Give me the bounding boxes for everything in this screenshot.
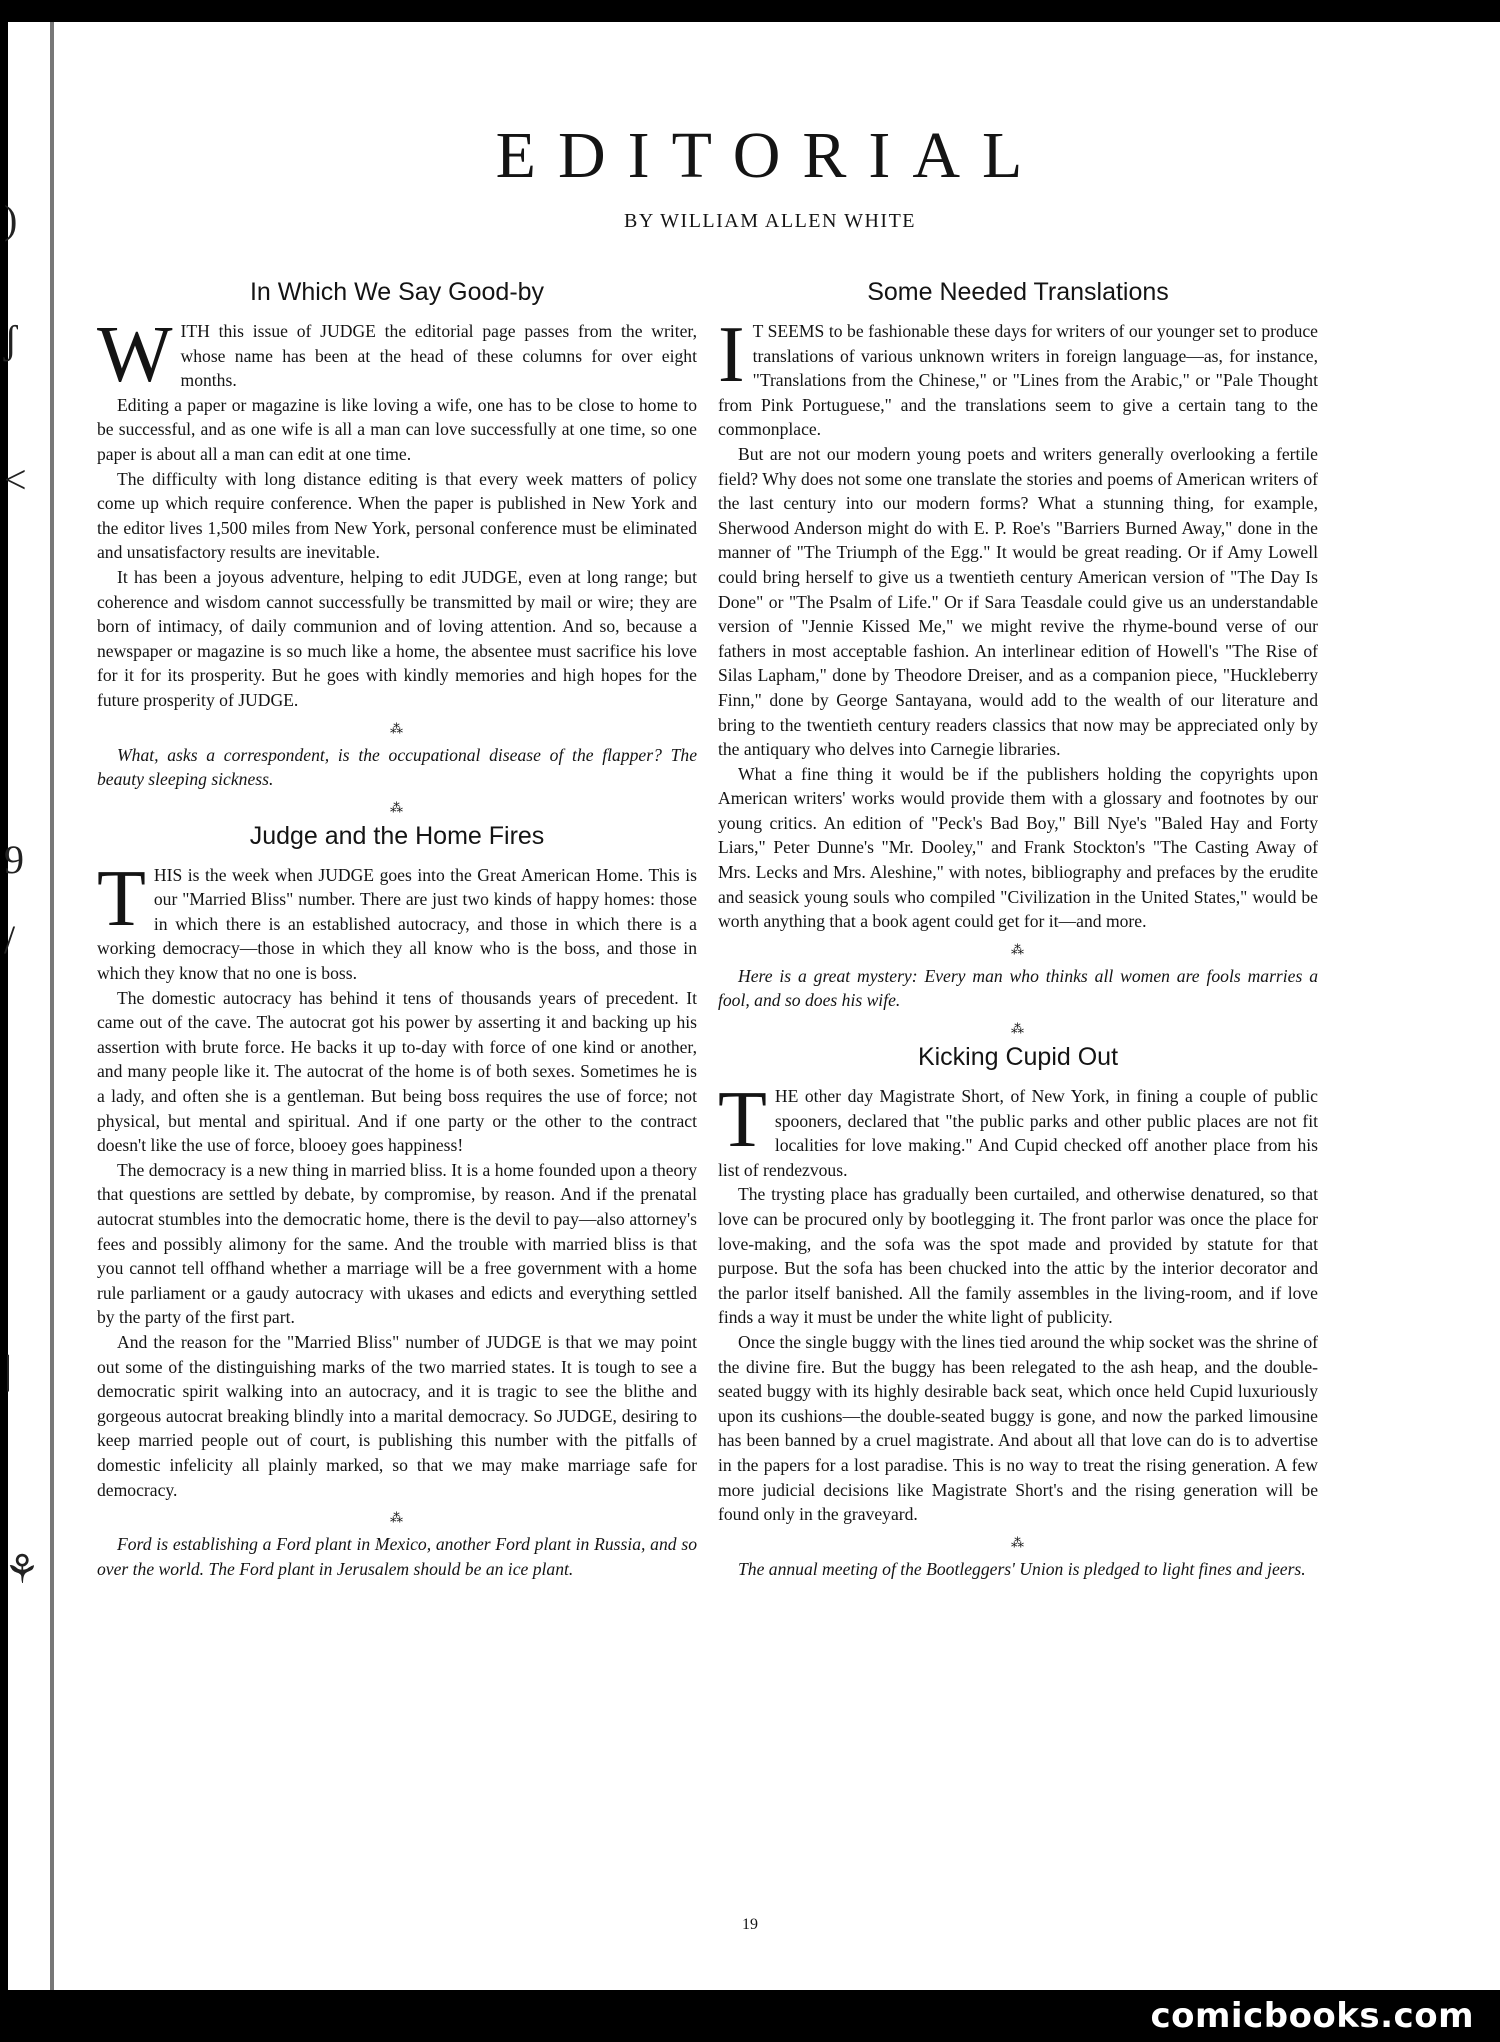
- article-title: Some Needed Translations: [867, 278, 1169, 306]
- article-paragraph: WITH this issue of JUDGE the editorial page passes from the writer, whose name has been at the head of these columns for over eight months.: [97, 311, 697, 399]
- byline: BY WILLIAM ALLEN WHITE: [623, 210, 917, 232]
- article-good-by: [97, 278, 697, 816]
- article-paragraph: What a fine thing it would be if the publishers holding the copyrights upon American writers' works would provide them with a glossary and footnotes by our young critics. An edition of "Peck's Bad Boy," Bill Nye's "Baled Hay and Forty Liars," Peter Dunne's "Mr. Dooley," and Frank Stockton's "The Casting Away of Mrs. Lecks and Mrs. Aleshine," with notes, bibliography and prefaces by the erudite and seasick young souls who compiled "Civilization in the United States," would be worth anything that a book agent could get for it—and more.: [718, 763, 1318, 932]
- ornament-divider: ⁂: [1011, 941, 1025, 957]
- page-number: 19: [742, 1916, 758, 1933]
- article-paragraph: THIS is the week when JUDGE goes into the Great American Home. This is our "Married Bliss" number. There are just two kinds of happy homes: those in which there is an established autocracy, and those in which there is a working democracy—those in which they all know who is the boss, and those in which they know that no one is boss.: [97, 854, 697, 984]
- ornament-divider: ⁂: [1011, 1534, 1025, 1550]
- article-paragraph: But are not our modern young poets and writers generally overlooking a fertile field? Why does not some one translate the stories and poems of American writers of the last century into our modern forms? What a stunning thing, for example, Sherwood Anderson might do with E. P. Roe's "Barriers Burned Away," done in the manner of "The Triumph of the Egg." It would be great reading. Or if Amy Lowell could bring herself to give us a twentieth century American version of "The Day Is Done" or "The Psalm of Life." Or if Sara Teasdale could give us an understandable version of "Jennie Kissed Me," we might revive the rhyme-bound verse of our fathers in most acceptable fashion. An interlinear edition of Howell's "The Rise of Silas Lapham," done by Theodore Dreiser, and as a companion piece, "Huckleberry Finn," done by George Santayana, would add to the wealth of our literature and bring to the twentieth century readers classics that now may be appreciated only by the antiquary who delves into Carnegie libraries.: [718, 443, 1318, 760]
- drop-cap: W: [97, 311, 173, 399]
- drop-cap: I: [718, 311, 745, 399]
- watermark-logo: comicbooks.com: [1150, 1996, 1474, 2036]
- article-paragraph: It has been a joyous adventure, helping to edit JUDGE, even at long range; but coherence and wisdom cannot successfully be transmitted by mail or wire; they are born of intimacy, of daily communion and of loving attention. And so, because a newspaper or magazine is so much like a home, the absentee must sacrifice his love for it for its prosperity. But he goes with kindly memories and high hopes for the future prosperity of JUDGE.: [97, 566, 697, 710]
- article-home-fires: [97, 822, 697, 1582]
- article-title: In Which We Say Good-by: [249, 278, 545, 306]
- ornament-divider: ⁂: [390, 1510, 404, 1526]
- drop-cap: T: [97, 854, 146, 943]
- binding-gutter: [50, 22, 54, 1990]
- article-paragraph: The trysting place has gradually been curtailed, and otherwise denatured, so that love can be procured only by bootlegging it. The front parlor was once the place for love-making, and the sofa was the spot made and provided by statute for that purpose. But the sofa has been chucked into the attic by the interior decorator and the parlor itself banished. All the family assembles in the living-room, and if love finds a way it must be under the white light of publicity.: [718, 1184, 1318, 1328]
- article-paragraph: Once the single buggy with the lines tied around the whip socket was the shrine of the divine fire. But the buggy has been relegated to the ash heap, and the double-seated buggy with its highly desirable back seat, which once held Cupid luxuriously upon its cushions—the double-seated buggy is gone, and now the parked limousine has been banned by a cruel magistrate. And about all that love can do is to advertise in the papers for a lost paradise. This is no way to treat the rising generation. A few more judicial decisions like Magistrate Short's and the rising generation will be found only in the graveyard.: [718, 1331, 1318, 1525]
- aside-quip: Here is a great mystery: Every man who thinks all women are fools marries a fool, and so does his wife.: [718, 965, 1318, 1011]
- article-paragraph: And the reason for the "Married Bliss" number of JUDGE is that we may point out some of the distinguishing marks of the two married states. It is tough to see a democratic spirit walking into an autocracy, and it is tragic to see the blithe and gorgeous autocrat breaking blindly into a marital democracy. So JUDGE, desiring to keep married people out of court, is publishing this number with the pitfalls of domestic infelicity all plainly marked, so that we may make marriage safe for democracy.: [97, 1331, 697, 1500]
- ornament-divider: ⁂: [1011, 1021, 1025, 1037]
- article-translations: [718, 278, 1318, 1037]
- page-title: EDITORIAL: [495, 119, 1045, 192]
- ornament-divider: ⁂: [390, 720, 404, 736]
- article-cupid: [718, 1043, 1318, 1581]
- article-title: Kicking Cupid Out: [917, 1043, 1119, 1072]
- ornament-divider: ⁂: [390, 799, 404, 815]
- article-paragraph: The difficulty with long distance editing is that every week matters of policy come up which require conference. When the paper is published in New York and the editor lives 1,500 miles from New York, personal conference must be eliminated and unsatisfactory results are inevitable.: [97, 468, 697, 563]
- article-paragraph: THE other day Magistrate Short, of New York, in fining a couple of public spooners, declared that "the public parks and other public places are not fit localities for love making." And Cupid checked off another place from his list of rendezvous.: [718, 1076, 1318, 1180]
- article-paragraph: I T SEEMS to be fashionable these days for writers of our younger set to produce translations of various unknown writers in foreign language—as, for instance, "Translations from the Chinese," or "Lines from the Arabic," or "Pale Thought from Pink Portuguese," and the translations seem to give a certain tang to the commonplace.: [718, 311, 1318, 440]
- aside-quip: The annual meeting of the Bootleggers' Union is pledged to light fines and jeers.: [738, 1558, 1306, 1579]
- aside-quip: Ford is establishing a Ford plant in Mexico, another Ford plant in Russia, and so over the world. The Ford plant in Jerusalem should be an ice plant.: [97, 1534, 697, 1579]
- aside-quip: What, asks a correspondent, is the occupational disease of the flapper? The beauty sleeping sickness.: [97, 744, 697, 790]
- drop-cap: T: [718, 1076, 767, 1165]
- article-title: Judge and the Home Fires: [249, 821, 545, 850]
- scan-border-top: [0, 0, 1500, 22]
- article-paragraph: The democracy is a new thing in married bliss. It is a home founded upon a theory that questions are settled by debate, by compromise, by reason. And if the prenatal autocrat stumbles into the democratic home, there is the devil to pay—also attorney's fees and possibly alimony for the same. And the trouble with married bliss is that you cannot tell offhand whether a marriage will be a free government with a home rule parliament or a gaudy autocracy with ukases and edicts and everything settled by the party of the first part.: [97, 1159, 697, 1328]
- left-column: [97, 272, 697, 1581]
- facing-page-fragment: ) ʃ < 9 / | ⚘: [4, 197, 40, 1592]
- right-column: [718, 272, 1318, 1581]
- article-paragraph: Editing a paper or magazine is like loving a wife, one has to be close to home to be successful, and as one wife is all a man can love successfully at one time, so one paper is about all a man can edit at one time.: [97, 394, 697, 464]
- article-paragraph: The domestic autocracy has behind it tens of thousands years of precedent. It came out of the cave. The autocrat got his power by asserting it and backing up his assertion with brute force. He backs it up to-day with force of one kind or another, and many people like it. The autocrat of the home is of both sexes. Sometimes he is a lady, and often she is a gentleman. But being boss requires the use of force; not physical, but mental and spiritual. And if one party or the other to the contract doesn't like the use of force, blooey goes happiness!: [97, 987, 697, 1156]
